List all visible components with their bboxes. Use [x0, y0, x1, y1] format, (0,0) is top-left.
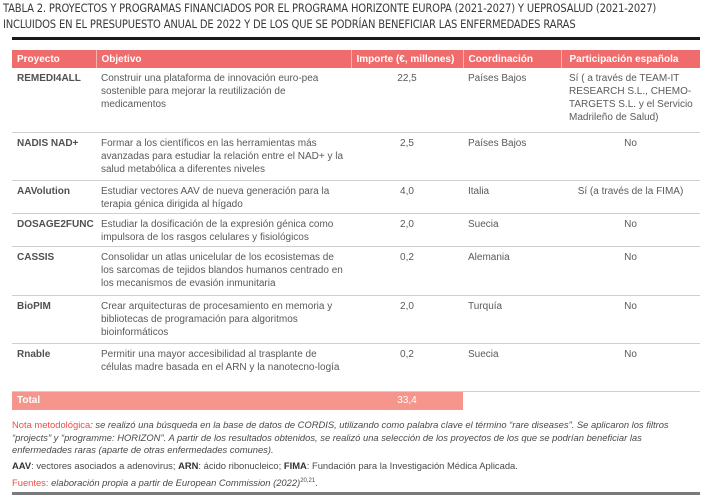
cell-participacion: Sí ( a través de TEAM-IT RESEARCH S.L., CHEMO-TARGETS S.L. y el Servicio Madrileño de Salud) — [561, 68, 700, 133]
table-row — [12, 344, 700, 392]
cell-participacion: Sí (a través de la FIMA) — [561, 181, 700, 214]
total-empty-cell — [463, 392, 561, 411]
cell-objetivo: Permitir una mayor accesibilidad al trasplante de células madre basada en el ARN y la nanotecno-logía — [96, 344, 351, 392]
cell-coordinacion: Países Bajos — [463, 68, 561, 133]
sources-end: . — [315, 477, 318, 489]
table-row — [12, 247, 700, 296]
cell-proyecto: CASSIS — [12, 247, 96, 296]
cell-importe: 2,5 — [351, 133, 463, 181]
cell-importe: 0,2 — [351, 344, 463, 392]
sources-text: elaboración propia a partir de European Commission (2022) — [48, 477, 301, 489]
cell-coordinacion: Italia — [463, 181, 561, 214]
cell-coordinacion: Suecia — [463, 214, 561, 247]
cell-coordinacion: Turquía — [463, 296, 561, 344]
table-header-row — [12, 50, 700, 68]
abbr-def: : ácido ribonucleico; — [198, 459, 284, 471]
bottom-rule — [12, 492, 700, 495]
projects-table — [12, 50, 700, 410]
header-objetivo: Objetivo — [96, 50, 351, 68]
cell-objetivo: Construir una plataforma de innovación euro-pea sostenible para mejorar la reutilización de medicamentos — [96, 68, 351, 133]
cell-proyecto: NADIS NAD+ — [12, 133, 96, 181]
cell-objetivo: Formar a los científicos en las herramientas más avanzadas para estudiar la relación entre el NAD+ y la salud metabólica a diferentes niveles — [96, 133, 351, 181]
cell-objetivo: Estudiar vectores AAV de nueva generación para la terapia génica dirigida al hígado — [96, 181, 351, 214]
cell-proyecto: DOSAGE2FUNC — [12, 214, 96, 247]
cell-proyecto: Rnable — [12, 344, 96, 392]
total-value: 33,4 — [351, 392, 463, 411]
abbr-def: : Fundación para la Investigación Médica Aplicada. — [306, 459, 518, 471]
abbr-term: FIMA — [283, 459, 307, 471]
methodology-label: Nota metodológica — [12, 419, 91, 430]
header-importe: Importe (€, millones) — [351, 50, 463, 68]
cell-participacion: No — [561, 296, 700, 344]
cell-importe: 4,0 — [351, 181, 463, 214]
cell-proyecto: AAVolution — [12, 181, 96, 214]
sources-reference: 20,21 — [300, 478, 316, 484]
methodology-note — [12, 419, 702, 457]
top-rule — [12, 37, 700, 40]
table-notes — [12, 419, 702, 493]
cell-coordinacion: Países Bajos — [463, 133, 561, 181]
header-participacion: Participación española — [561, 50, 700, 68]
sources — [12, 475, 702, 490]
cell-coordinacion: Alemania — [463, 247, 561, 296]
table-row — [12, 296, 700, 344]
sources-label: Fuentes: — [12, 477, 49, 489]
total-row — [12, 392, 700, 411]
table-row — [12, 68, 700, 133]
cell-coordinacion: Suecia — [463, 344, 561, 392]
cell-participacion: No — [561, 133, 700, 181]
methodology-text: : se realizó una búsqueda en la base de datos de CORDIS, utilizando como palabra clave el término “rare diseases”. Se aplicaron los filtros “projects” y “programme: HORIZON”. A partir de los resultados obtenidos, se realizó una selección de los proyectos de los que se podrían beneficiar las enfermedades raras (aparte de otras enfermedades comunes). — [12, 419, 669, 455]
abbreviations — [12, 460, 702, 473]
cell-participacion: No — [561, 344, 700, 392]
cell-proyecto: REMEDI4ALL — [12, 68, 96, 133]
header-coordinacion: Coordinación — [463, 50, 561, 68]
total-label: Total — [12, 392, 351, 411]
total-empty-cell — [561, 392, 700, 411]
table-row — [12, 133, 700, 181]
abbr-def: : vectores asociados a adenovirus; — [31, 459, 179, 471]
cell-objetivo: Estudiar la dosificación de la expresión génica como impulsora de los rasgos celulares y fisiológicos — [96, 214, 351, 247]
abbr-term: AAV — [12, 459, 32, 471]
cell-participacion: No — [561, 214, 700, 247]
cell-importe: 0,2 — [351, 247, 463, 296]
table-row — [12, 214, 700, 247]
cell-objetivo: Consolidar un atlas unicelular de los ecosistemas de los sarcomas de tejidos blandos humanos centrado en los mecanismos de evasión inmunitaria — [96, 247, 351, 296]
table-title-line-1: TABLA 2. PROYECTOS Y PROGRAMAS FINANCIADOS POR EL PROGRAMA HORIZONTE EUROPA (2021-2027) Y UEPROSALUD (2021-2027) — [3, 1, 657, 15]
table-row — [12, 181, 700, 214]
table-title — [3, 0, 657, 32]
cell-importe: 22,5 — [351, 68, 463, 133]
cell-objetivo: Crear arquitecturas de procesamiento en memoria y bibliotecas de programación para algoritmos bioinformáticos — [96, 296, 351, 344]
cell-participacion: No — [561, 247, 700, 296]
table-title-line-2: INCLUIDOS EN EL PRESUPUESTO ANUAL DE 2022 Y DE LOS QUE SE PODRÍAN BENEFICIAR LAS ENFERMEDADES RARAS — [3, 17, 576, 31]
abbr-term: ARN — [178, 459, 199, 471]
cell-proyecto: BioPIM — [12, 296, 96, 344]
header-proyecto: Proyecto — [12, 50, 96, 68]
cell-importe: 2,0 — [351, 214, 463, 247]
cell-importe: 2,0 — [351, 296, 463, 344]
